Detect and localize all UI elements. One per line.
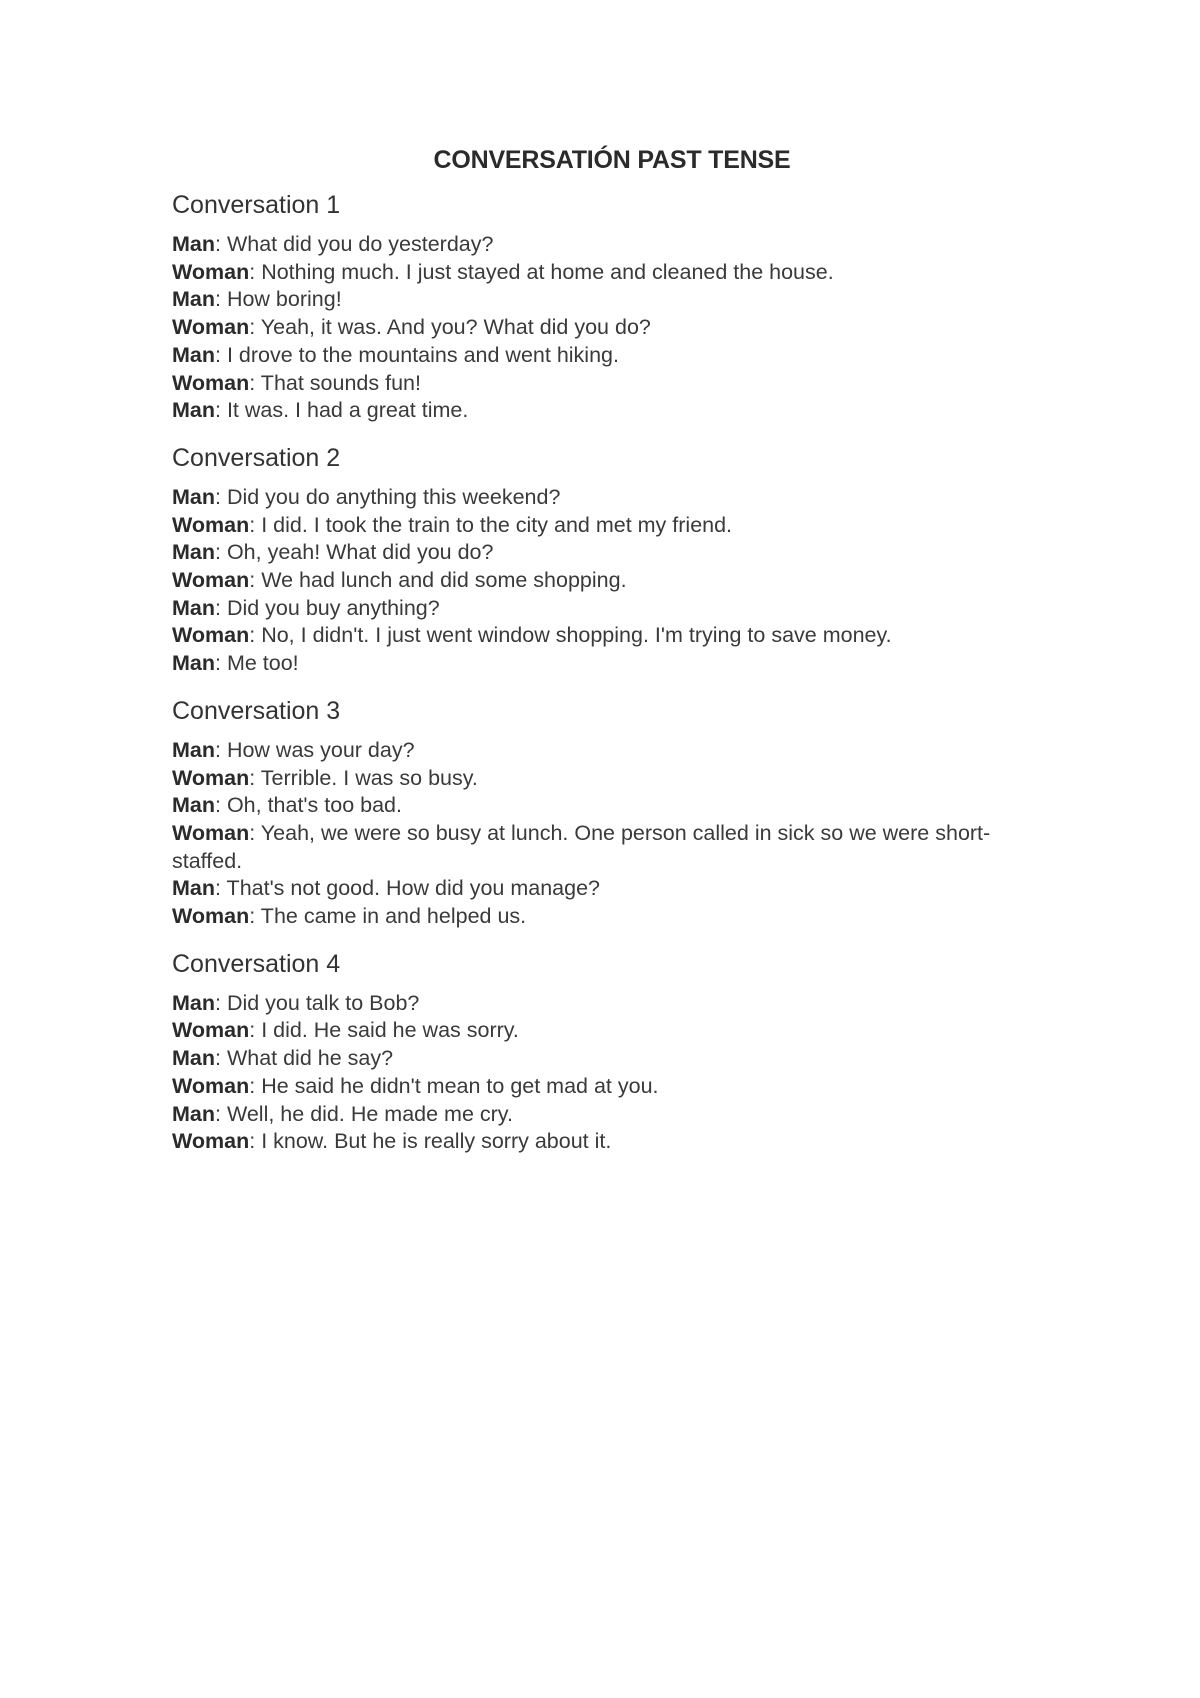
dialogue-text: : I drove to the mountains and went hiking. bbox=[215, 342, 619, 367]
dialogue-line bbox=[172, 512, 1052, 540]
conversation-section bbox=[172, 947, 1052, 1156]
speaker-name: Man bbox=[172, 651, 215, 676]
dialogue-line bbox=[172, 792, 1052, 820]
conversation-heading: Conversation 2 bbox=[172, 443, 341, 472]
speaker-name: Woman bbox=[172, 1129, 250, 1154]
dialogue-text: : Nothing much. I just stayed at home and cleaned the house. bbox=[249, 259, 834, 284]
conversation-heading: Conversation 3 bbox=[172, 696, 341, 725]
speaker-name: Woman bbox=[172, 820, 250, 845]
dialogue-text: : Did you buy anything? bbox=[215, 595, 440, 620]
speaker-name: Woman bbox=[172, 315, 250, 340]
speaker-name: Woman bbox=[172, 623, 250, 648]
dialogue-line bbox=[172, 259, 1052, 287]
dialogue-line bbox=[172, 286, 1052, 314]
conversation-section bbox=[172, 188, 1052, 425]
dialogue-text: : Did you do anything this weekend? bbox=[215, 484, 561, 509]
speaker-name: Man bbox=[172, 1046, 215, 1071]
dialogue-text: : It was. I had a great time. bbox=[215, 398, 469, 423]
conversation-section bbox=[172, 441, 1052, 678]
dialogue-line bbox=[172, 875, 1052, 903]
speaker-name: Woman bbox=[172, 765, 250, 790]
dialogue-line bbox=[172, 903, 1052, 931]
dialogue-line bbox=[172, 1128, 1052, 1156]
dialogue-line bbox=[172, 567, 1052, 595]
dialogue-text: : Yeah, it was. And you? What did you do? bbox=[249, 315, 651, 340]
dialogue-line bbox=[172, 314, 1052, 342]
dialogue-text: : Terrible. I was so busy. bbox=[249, 765, 478, 790]
dialogue-text: : The came in and helped us. bbox=[249, 904, 527, 929]
speaker-name: Man bbox=[172, 540, 215, 565]
dialogue-line bbox=[172, 765, 1052, 793]
document-title: CONVERSATIÓN PAST TENSE bbox=[433, 146, 791, 174]
dialogue-line bbox=[172, 1045, 1052, 1073]
speaker-name: Man bbox=[172, 1101, 215, 1126]
speaker-name: Man bbox=[172, 287, 215, 312]
speaker-name: Man bbox=[172, 232, 215, 256]
dialogue-line bbox=[172, 231, 1052, 259]
dialogue-line bbox=[172, 342, 1052, 370]
dialogue-line bbox=[172, 622, 1052, 650]
speaker-name: Man bbox=[172, 990, 215, 1015]
conversation-heading: Conversation 4 bbox=[172, 949, 341, 978]
speaker-name: Man bbox=[172, 484, 215, 509]
conversation-section bbox=[172, 694, 1052, 931]
dialogue-text: : He said he didn't mean to get mad at you. bbox=[249, 1073, 659, 1098]
speaker-name: Woman bbox=[172, 512, 250, 537]
dialogue-text: : Oh, yeah! What did you do? bbox=[215, 540, 494, 565]
dialogue-line bbox=[172, 484, 1052, 512]
dialogue-text: : What did you do yesterday? bbox=[215, 232, 494, 256]
dialogue-text: : I know. But he is really sorry about it. bbox=[249, 1129, 612, 1154]
dialogue-line bbox=[172, 820, 1052, 875]
dialogue-text: : No, I didn't. I just went window shopping. I'm trying to save money. bbox=[249, 623, 892, 648]
dialogue-line bbox=[172, 990, 1052, 1018]
dialogue-line bbox=[172, 737, 1052, 765]
dialogue-text: : Yeah, we were so busy at lunch. One person called in sick so we were short-staffed. bbox=[172, 820, 991, 873]
speaker-name: Man bbox=[172, 737, 215, 762]
dialogue-line bbox=[172, 1101, 1052, 1129]
speaker-name: Woman bbox=[172, 568, 250, 593]
speaker-name: Woman bbox=[172, 1018, 250, 1043]
conversation-list bbox=[172, 188, 1052, 1156]
speaker-name: Man bbox=[172, 876, 215, 901]
dialogue-text: : I did. I took the train to the city and met my friend. bbox=[249, 512, 733, 537]
dialogue-line bbox=[172, 1073, 1052, 1101]
speaker-name: Woman bbox=[172, 904, 250, 929]
dialogue-line bbox=[172, 397, 1052, 425]
dialogue-text: : Well, he did. He made me cry. bbox=[215, 1101, 513, 1126]
dialogue-text: : I did. He said he was sorry. bbox=[249, 1018, 519, 1043]
conversation-heading: Conversation 1 bbox=[172, 191, 341, 219]
speaker-name: Man bbox=[172, 793, 215, 818]
dialogue-text: : How was your day? bbox=[215, 737, 415, 762]
speaker-name: Man bbox=[172, 342, 215, 367]
dialogue-text: : We had lunch and did some shopping. bbox=[249, 568, 627, 593]
dialogue-line bbox=[172, 650, 1052, 678]
speaker-name: Woman bbox=[172, 259, 250, 284]
speaker-name: Woman bbox=[172, 1073, 250, 1098]
document-body bbox=[172, 140, 1052, 1172]
speaker-name: Man bbox=[172, 398, 215, 423]
dialogue-text: : Did you talk to Bob? bbox=[215, 990, 420, 1015]
speaker-name: Man bbox=[172, 595, 215, 620]
dialogue-line bbox=[172, 595, 1052, 623]
dialogue-text: : How boring! bbox=[215, 287, 342, 312]
dialogue-line bbox=[172, 1017, 1052, 1045]
dialogue-text: : That's not good. How did you manage? bbox=[215, 876, 600, 901]
dialogue-text: : What did he say? bbox=[215, 1046, 394, 1071]
dialogue-line bbox=[172, 370, 1052, 398]
dialogue-text: : Oh, that's too bad. bbox=[215, 793, 402, 818]
dialogue-text: : That sounds fun! bbox=[249, 370, 421, 395]
speaker-name: Woman bbox=[172, 370, 250, 395]
dialogue-line bbox=[172, 539, 1052, 567]
dialogue-text: : Me too! bbox=[215, 651, 299, 676]
